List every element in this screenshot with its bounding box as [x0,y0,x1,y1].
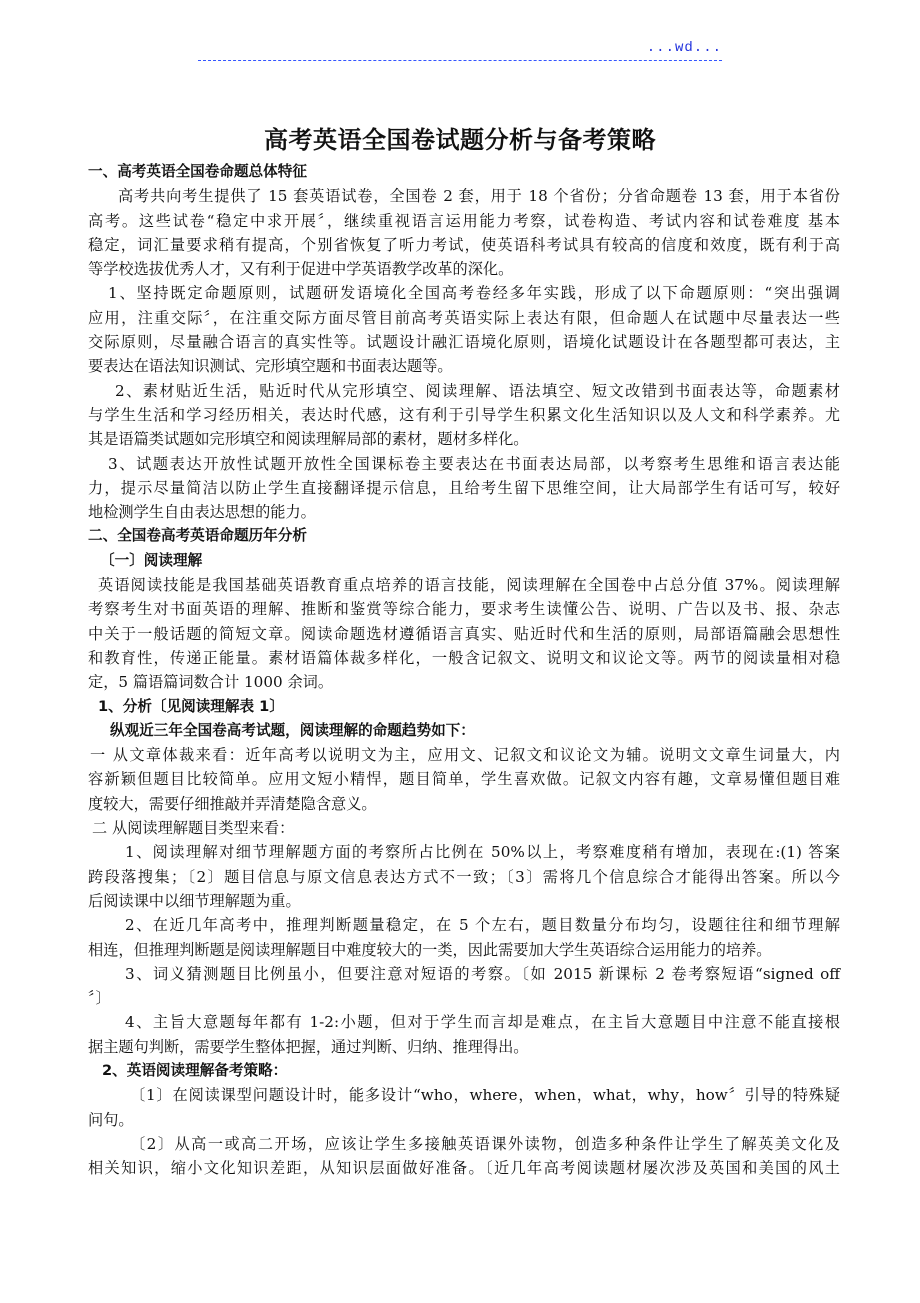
text-line: 高考。这些试卷“稳定中求开展〞，继续重视语言运用能力考察，试卷构造、考试内容和试卷难度 基本 [88,211,840,230]
text-line: 高考共向考生提供了 15 套英语试卷，全国卷 2 套，用于 18 个省份；分省命题卷 13 套，用于本省份 [118,187,840,206]
document-title: 高考英语全国卷试题分析与备考策略 [264,126,656,154]
paragraph [88,962,840,1011]
text-line: 稳定，词汇量要求稍有提高，个别省恢复了听力考试，使英语科考试具有较高的信度和效度，既有利于高 [88,235,840,254]
text-line: 一 从文章体裁来看：近年高考以说明文为主，应用文、记叙文和议论文为辅。说明文文章生词量大，内 [90,746,840,765]
paragraph [88,743,840,816]
text-line: 〞〕 [88,989,111,1008]
text-line: 交际原则，尽量融合语言的真实性等。试题设计融汇语境化原则，语境化试题设计在各题型都可表达，主 [88,333,840,352]
text-line: 力，提示尽量简洁以防止学生直接翻译提示信息，且给考生留下思维空间，让大局部学生有话可写，较好 [88,478,840,497]
text-line: 后阅读课中以细节理解题为重。 [88,891,301,910]
text-line: 二 从阅读理解题目类型来看： [92,819,295,838]
text-line: 其是语篇类试题如完形填空和阅读理解局部的素材，题材多样化。 [88,430,529,449]
text-line: 英语阅读技能是我国基础英语教育重点培养的语言技能，阅读理解在全国卷中占总分值 37%。阅读理解 [98,576,840,595]
paragraph [88,913,840,962]
paragraph [88,379,840,452]
section-heading [88,1059,840,1083]
text-line: 与学生生活和学习经历相关，表达时代感，这有利于引导学生积累文化生活知识以及人文和科学素养。尤 [88,405,840,424]
text-line: 考察考生对书面英语的理解、推断和鉴赏等综合能力，要求考生读懂公告、说明、广告以及书、报、杂志 [88,600,840,619]
paragraph [88,452,840,525]
paragraph [88,1132,840,1181]
text-line: 二、全国卷高考英语命题历年分析 [88,527,307,545]
paragraph [88,281,840,378]
text-line: 一、高考英语全国卷命题总体特征 [88,163,307,180]
header-mark: ...wd... [646,40,722,56]
section-heading [88,719,840,743]
text-line: 2、素材贴近生活，贴近时代从完形填空、阅读理解、语法填空、短文改错到书面表达等，命题素材 [115,381,840,400]
paragraph [88,573,840,694]
paragraph [88,1010,840,1059]
text-line: 问句。 [88,1110,134,1129]
text-line: 容新颖但题目比较简单。应用文短小精悍，题目简单，学生喜欢做。记叙文内容有趣，文章易懂但题目难 [88,770,840,789]
paragraph [88,184,840,281]
text-line: 1、阅读理解对细节理解题方面的考察所占比例在 50%以上，考察难度稍有增加，表现在:(1) 答案 [125,843,840,862]
text-line: 2、在近几年高考中，推理判断题量稳定，在 5 个左右，题目数量分布均匀，设题往往和细节理解 [125,916,840,935]
text-line: 相关知识，缩小文化知识差距，从知识层面做好准备。〔近几年高考阅读题材屡次涉及英国和美国的风土 [88,1159,840,1178]
text-line: 等学校选拔优秀人才，又有利于促进中学英语教学改革的深化。 [88,260,514,279]
section-heading [88,695,840,719]
text-line: 〔一〕阅读理解 [100,551,203,569]
text-line: 1、坚持既定命题原则，试题研发语境化全国高考卷经多年实践，形成了以下命题原则：“突出强调 [108,284,840,303]
text-line: 和教育性，传递正能量。素材语篇体裁多样化，一般含记叙文、说明文和议论文等。两节的阅读量相对稳 [88,648,840,667]
section-heading [88,524,840,548]
paragraph [88,840,840,913]
text-line: 3、试题表达开放性试题开放性全国课标卷主要表达在书面表达局部，以考察考生思维和语言表达能 [108,454,840,473]
section-heading [88,160,840,184]
page-header-rule [198,38,722,61]
text-line: 地检测学生自由表达思想的能力。 [88,503,316,522]
text-line: 度较大，需要仔细推敲并弄清楚隐含意义。 [88,794,377,813]
text-line: 4、主旨大意题每年都有 1-2:小题，但对于学生而言却是难点，在主旨大意题目中注意不能直接根 [125,1013,840,1032]
text-line: 跨段落搜集；〔2〕题目信息与原文信息表达方式不一致；〔3〕需将几个信息综合才能得出答案。所以今 [88,867,840,886]
text-line: 2、英语阅读理解备考策略： [102,1061,288,1079]
text-line: 1、分析〔见阅读理解表 1〕 [98,697,284,715]
text-line: 〔2〕从高一或高二开场，应该让学生多接触英语课外读物，创造多种条件让学生了解英美文化及 [130,1134,840,1153]
section-heading [88,549,840,573]
text-line: 中关于一般话题的简短文章。阅读命题选材遵循语言真实、贴近时代和生活的原则，局部语篇融会思想性 [88,624,840,643]
text-line: 相连，但推理判断题是阅读理解题目中难度较大的一类，因此需要加大学生英语综合运用能力的培养。 [88,940,772,959]
text-line: 纵观近三年全国卷高考试题，阅读理解的命题趋势如下： [110,721,475,739]
text-line: 3、词义猜测题目比例虽小，但要注意对短语的考察。〔如 2015 新课标 2 卷考察短语“signed off [125,964,840,983]
paragraph [88,1083,840,1132]
text-line: 定，5 篇语篇词数合计 1000 余词。 [88,673,334,692]
text-line: 〔1〕在阅读课型问题设计时，能多设计“who，where，when，what，why，how〞引导的特殊疑 [130,1086,840,1105]
paragraph [88,816,840,840]
document-body [88,160,840,1180]
text-line: 据主题句判断，需要学生整体把握，通过判断、归纳、推理得出。 [88,1037,529,1056]
text-line: 应用，注重交际〞，在注重交际方面尽管目前高考英语实际上表达有限，但命题人在试题中尽量表达一些 [88,308,840,327]
text-line: 要表达在语法知识测试、完形填空题和书面表达题等。 [88,357,453,376]
